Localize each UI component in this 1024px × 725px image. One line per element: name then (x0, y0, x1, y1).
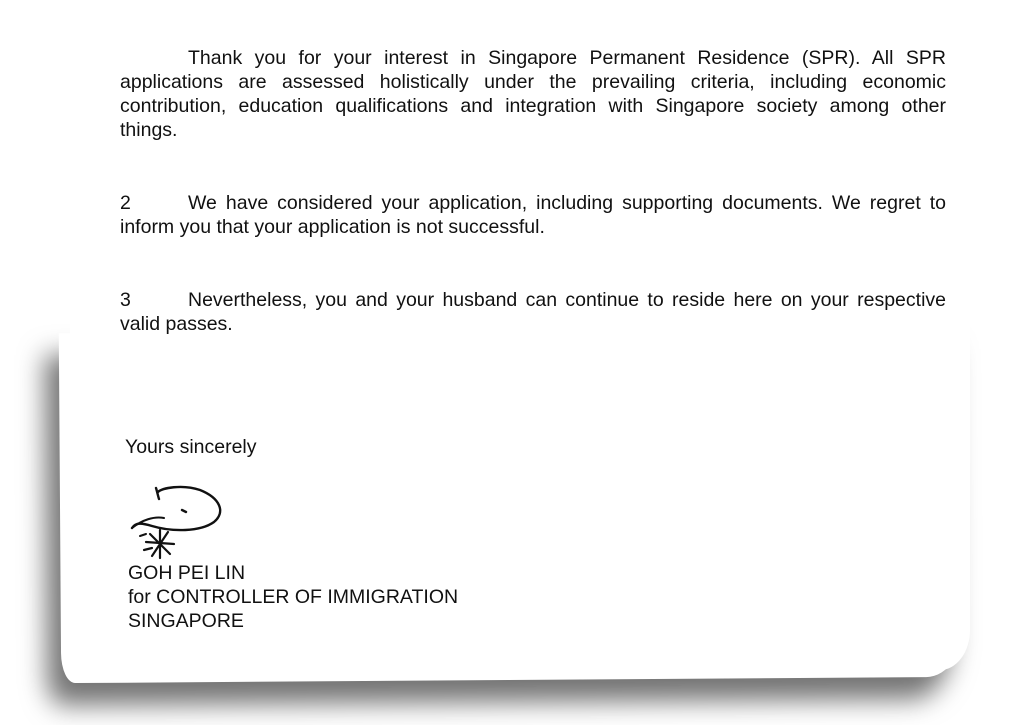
signatory-name: GOH PEI LIN (128, 562, 246, 584)
paragraph-1: Thank you for your interest in Singapore Permanent Residence (SPR). All SPR applications are assessed holistically under the prevailing criteria, including economic contribution, education qualifications and integration with Singapore society among other things. (120, 47, 946, 141)
signatory-title: for CONTROLLER OF IMMIGRATION (128, 586, 459, 608)
paragraph-2-text: We have considered your application, including supporting documents. We regret to inform you that your application is not successful. (120, 192, 946, 238)
signatory-country: SINGAPORE (128, 610, 244, 632)
letter-body (120, 46, 946, 336)
paragraph-3 (120, 288, 946, 336)
closing-salutation: Yours sincerely (125, 436, 257, 458)
paragraph-2 (120, 191, 946, 239)
signature-block (128, 561, 458, 633)
paragraph-3-number: 3 (120, 289, 131, 311)
paragraph-3-text: Nevertheless, you and your husband can continue to reside here on your respective valid passes. (120, 289, 946, 335)
handwritten-signature (122, 478, 232, 563)
paragraph-2-number: 2 (120, 192, 131, 214)
